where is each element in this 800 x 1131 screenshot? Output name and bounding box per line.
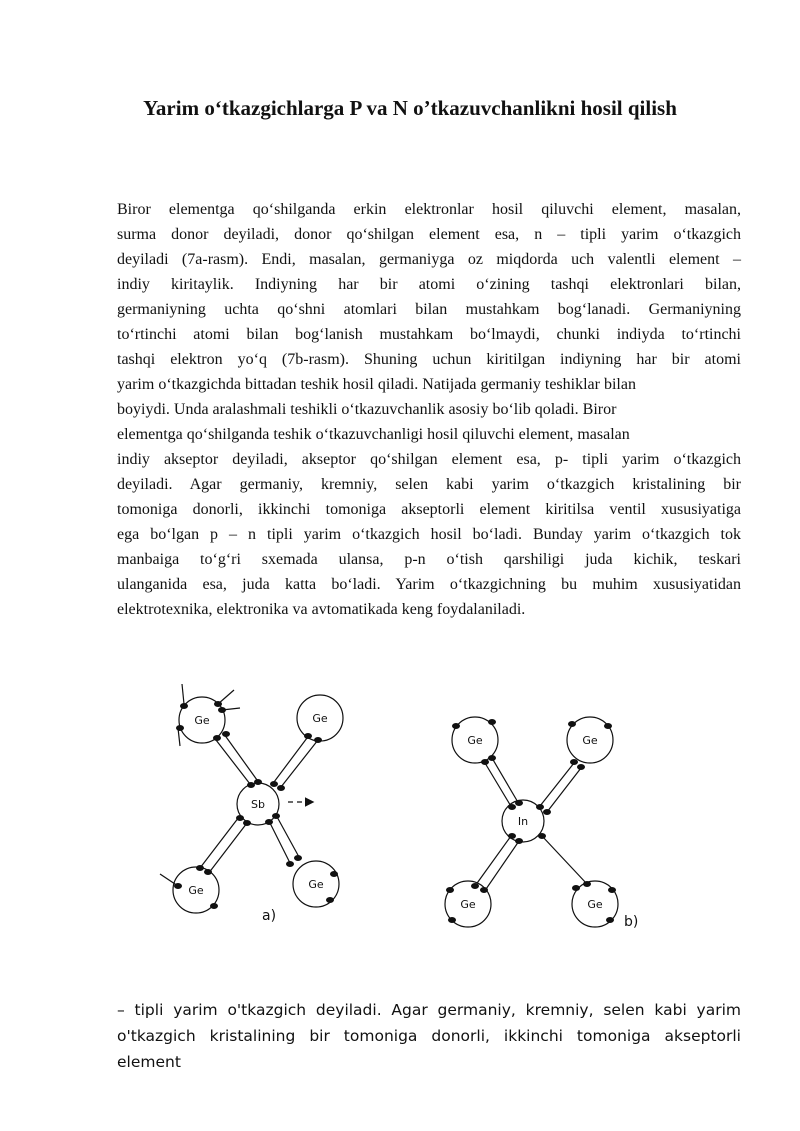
atom-label: Ge [308,878,324,891]
figure-label-a: a) [262,908,277,924]
text-line: germaniyning uchta qo‘shni atomlari bilan mustahkam bog‘lanadi. Germaniyning [117,301,741,318]
figure-label-b: b) [624,914,639,930]
text-line: boyiydi. Unda aralashmali teshikli o‘tkazuvchanlik asosiy bo‘lib qoladi. Biror [117,401,617,418]
page-title: Yarim o‘tkazgichlarga P va N o’tkazuvchanlikni hosil qilish [143,96,677,120]
text-line: elektrotexnika, elektronika va avtomatikada keng foydalaniladi. [117,601,526,618]
text-line: tashqi elektron yo‘q (7b-rasm). Shuning uchun kiritilgan indiyning har bir atomi [117,351,741,368]
text-line: elementga qo‘shilganda teshik o‘tkazuvchanligi hosil qiluvchi element, masalan [117,426,630,443]
text-line: – tipli yarim o'tkazgich deyiladi. Agar germaniy, kremniy, selen kabi yarim [117,1001,741,1019]
text-line: tomoniga donorli, ikkinchi tomoniga akseptorli element kiritilsa ventil xususiyatiga [117,501,741,518]
text-line: Biror elementga qo‘shilganda erkin elektronlar hosil qiluvchi element, masalan, [117,201,741,218]
text-line: surma donor deyiladi, donor qo‘shilgan element esa, n – tipli yarim o‘tkazgich [117,226,741,243]
text-line: manbaiga to‘g‘ri sxemada ulansa, p-n o‘tish qarshiligi juda kichik, teskari [117,551,741,568]
text-line: indiy akseptor deyiladi, akseptor qo‘shilgan element esa, p- tipli yarim o‘tkazgich [117,451,741,468]
atom-label: Ge [312,712,328,725]
text-line: deyiladi. Agar germaniy, kremniy, selen kabi yarim o‘tkazgich kristalining bir [117,476,741,493]
continuation-text [117,997,741,1071]
atom-label: Ge [460,898,476,911]
atom-label: In [517,815,529,828]
text-line: deyiladi (7a-rasm). Endi, masalan, germaniyga oz miqdorda uch valentli element – [117,251,741,268]
atom-label: Ge [582,734,598,747]
lattice-diagram [140,676,660,941]
atom-label: Ge [467,734,483,747]
crystal-lattice-figure [140,676,660,941]
atom-label: Sb [251,798,265,811]
atom-label: Ge [188,884,204,897]
text-line: o'tkazgich kristalining bir tomoniga donorli, ikkinchi tomoniga akseptorli element [117,1027,741,1071]
text-line: indiy kiritaylik. Indiyning har bir atomi o‘zining tashqi elektronlari bilan, [117,276,741,293]
text-line: yarim o‘tkazgichda bittadan teshik hosil qiladi. Natijada germaniy teshiklar bilan [117,376,636,393]
body-paragraph [117,197,741,622]
atom-label: Ge [587,898,603,911]
text-line: to‘rtinchi atomi bilan bog‘lanish mustahkam bo‘lmaydi, chunki indiyda to‘rtinchi [117,326,741,343]
text-line: ega bo‘lgan p – n tipli yarim o‘tkazgich hosil bo‘ladi. Bunday yarim o‘tkazgich tok [117,526,741,543]
atom-label: Ge [194,714,210,727]
text-line: ulanganida esa, juda katta bo‘ladi. Yarim o‘tkazgichning bu muhim xususiyatidan [117,576,741,593]
